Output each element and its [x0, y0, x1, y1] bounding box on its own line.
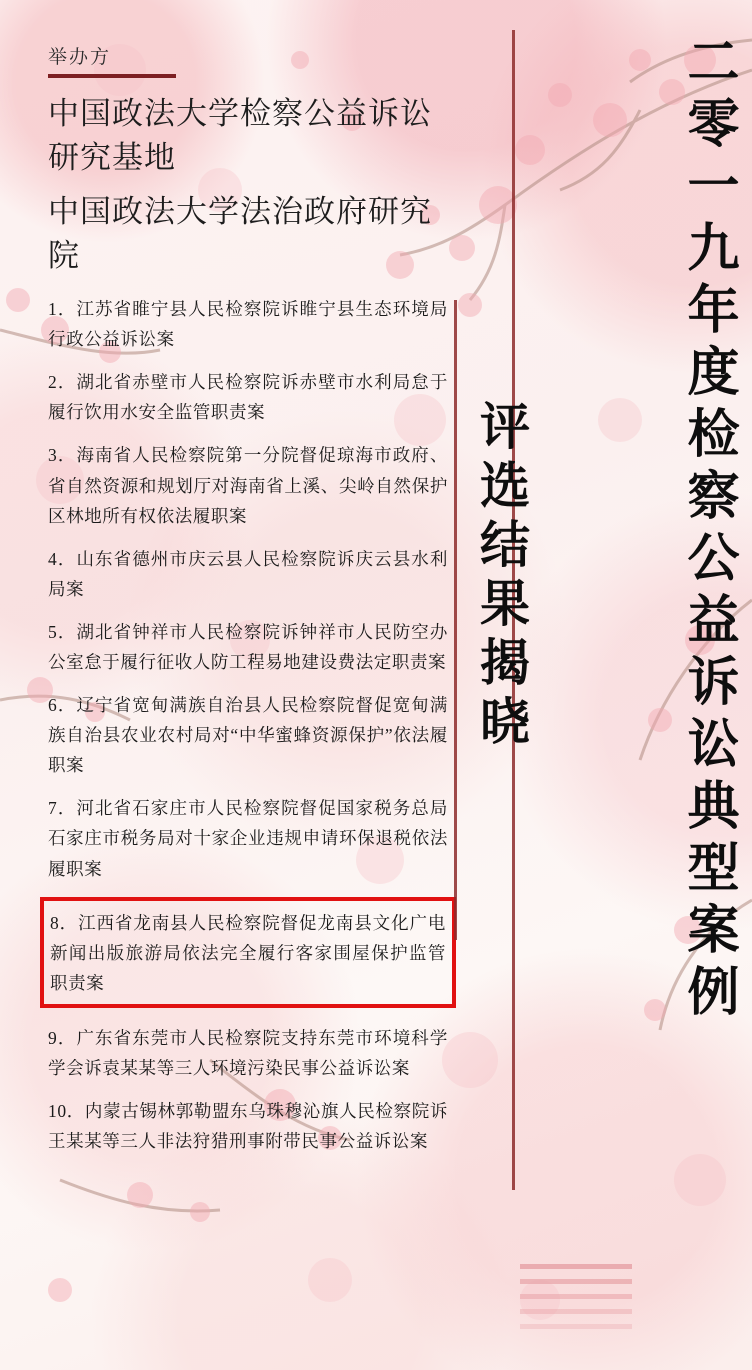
stripe-line — [520, 1309, 632, 1314]
list-item: 2．湖北省赤壁市人民检察院诉赤壁市水利局怠于履行饮用水安全监管职责案 — [48, 372, 448, 423]
poster-subtitle: 评选结果揭晓 — [473, 400, 529, 754]
poster-title: 二零一九年度检察公益诉讼典型案例 — [679, 34, 736, 1026]
stripe-line — [520, 1324, 632, 1329]
organizer-label: 举办方 — [48, 47, 112, 68]
organizer-name-1: 中国政法大学检察公益诉讼研究基地 — [48, 96, 432, 176]
stripe-line — [520, 1264, 632, 1269]
bottom-stripe-decoration — [520, 1264, 632, 1342]
vertical-rule-left — [454, 300, 457, 940]
organizer-name-2: 中国政法大学法治政府研究院 — [48, 194, 432, 274]
case-list — [48, 294, 448, 1156]
list-item: 6．辽宁省宽甸满族自治县人民检察院督促宽甸满族自治县农业农村局对“中华蜜蜂资源保护”依法履职案 — [48, 695, 448, 776]
list-item: 5．湖北省钟祥市人民检察院诉钟祥市人民防空办公室怠于履行征收人防工程易地建设费法定职责案 — [48, 621, 448, 672]
organizer-underline — [48, 74, 176, 78]
list-item: 3．海南省人民检察院第一分院督促琼海市政府、省自然资源和规划厅对海南省上溪、尖岭自然保护区林地所有权依法履职案 — [48, 445, 448, 526]
stripe-line — [520, 1294, 632, 1299]
list-item: 9．广东省东莞市人民检察院支持东莞市环境科学学会诉袁某某等三人环境污染民事公益诉讼案 — [48, 1027, 448, 1079]
list-item-highlighted: 8．江西省龙南县人民检察院督促龙南县文化广电新闻出版旅游局依法完全履行客家围屋保护监管职责案 — [40, 897, 456, 1008]
vertical-title-block — [452, 0, 752, 1370]
list-item: 10．内蒙古锡林郭勒盟东乌珠穆沁旗人民检察院诉王某某等三人非法狩猎刑事附带民事公益诉讼案 — [48, 1101, 448, 1152]
list-item: 4．山东省德州市庆云县人民检察院诉庆云县水利局案 — [48, 548, 448, 599]
list-item: 7．河北省石家庄市人民检察院督促国家税务总局石家庄市税务局对十家企业违规申请环保退税依法履职案 — [48, 798, 448, 879]
stripe-line — [520, 1279, 632, 1284]
content-column — [48, 42, 448, 1169]
list-item: 1．江苏省睢宁县人民检察院诉睢宁县生态环境局行政公益诉讼案 — [48, 299, 448, 350]
